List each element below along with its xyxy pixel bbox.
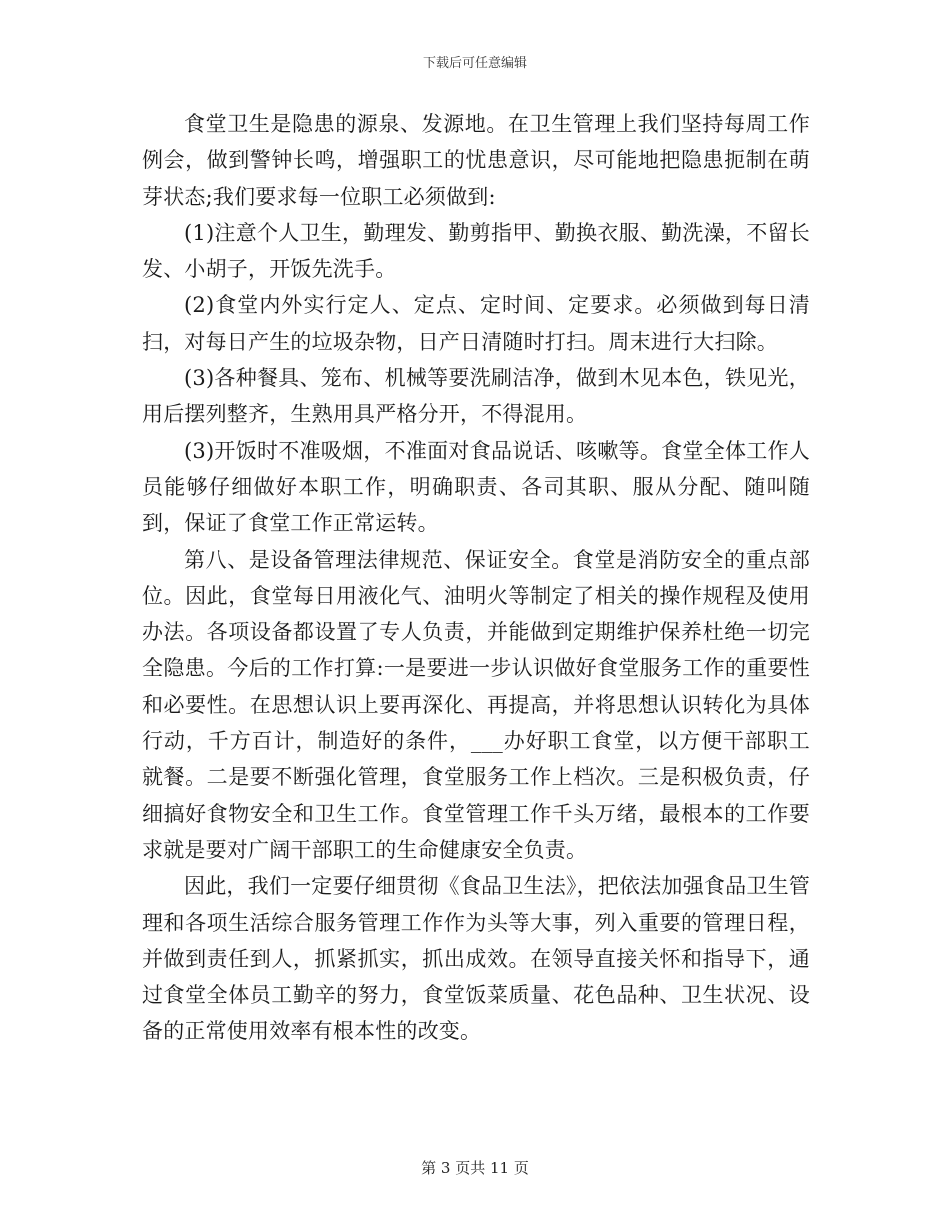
paragraph-item-3b: (3)开饭时不准吸烟，不准面对食品说话、咳嗽等。食堂全体工作人员能够仔细做好本职工作，明确职责、各司其职、服从分配、随叫随到，保证了食堂工作正常运转。 (142, 438, 810, 536)
paragraph-hygiene-intro: 食堂卫生是隐患的源泉、发源地。在卫生管理上我们坚持每周工作例会，做到警钟长鸣，增强职工的忧患意识，尽可能地把隐患扼制在萌芽状态;我们要求每一位职工必须做到: (142, 112, 810, 209)
paragraph-item-3a: (3)各种餐具、笼布、机械等要洗刷洁净，做到木见本色，铁见光，用后摆列整齐，生熟用具严格分开，不得混用。 (142, 366, 810, 427)
page-number: 第 3 页共 11 页 (421, 1159, 529, 1177)
page-header: 下载后可任意编辑 (422, 56, 527, 71)
paragraph-item-2: (2)食堂内外实行定人、定点、定时间、定要求。必须做到每日清扫，对每日产生的垃圾杂物，日产日清随时打扫。周末进行大扫除。 (142, 293, 810, 354)
paragraph-conclusion: 因此，我们一定要仔细贯彻《食品卫生法》，把依法加强食品卫生管理和各项生活综合服务管理工作作为头等大事，列入重要的管理日程，并做到责任到人，抓紧抓实，抓出成效。在领导直接关怀和指导下，通过食堂全体员工勤辛的努力，食堂饭菜质量、花色品种、卫生状况、设备的正常使用效率有根本性的改变。 (142, 874, 810, 1044)
document-body (142, 106, 810, 1050)
paragraph-equipment: 第八、是设备管理法律规范、保证安全。食堂是消防安全的重点部位。因此，食堂每日用液化气、油明火等制定了相关的操作规程及使用办法。各项设备都设置了专人负责，并能做到定期维护保养杜绝一切完全隐患。今后的工作打算:一是要进一步认识做好食堂服务工作的重要性和必要性。在思想认识上要再深化、再提高，并将思想认识转化为具体行动，千方百计，制造好的条件，___办好职工食堂，以方便干部职工就餐。二是要不断强化管理，食堂服务工作上档次。三是积极负责，仔细搞好食物安全和卫生工作。食堂管理工作千头万绪，最根本的工作要求就是要对广阔干部职工的生命健康安全负责。 (142, 547, 810, 862)
paragraph-item-1: (1)注意个人卫生，勤理发、勤剪指甲、勤换衣服、勤洗澡，不留长发、小胡子，开饭先洗手。 (142, 220, 810, 282)
